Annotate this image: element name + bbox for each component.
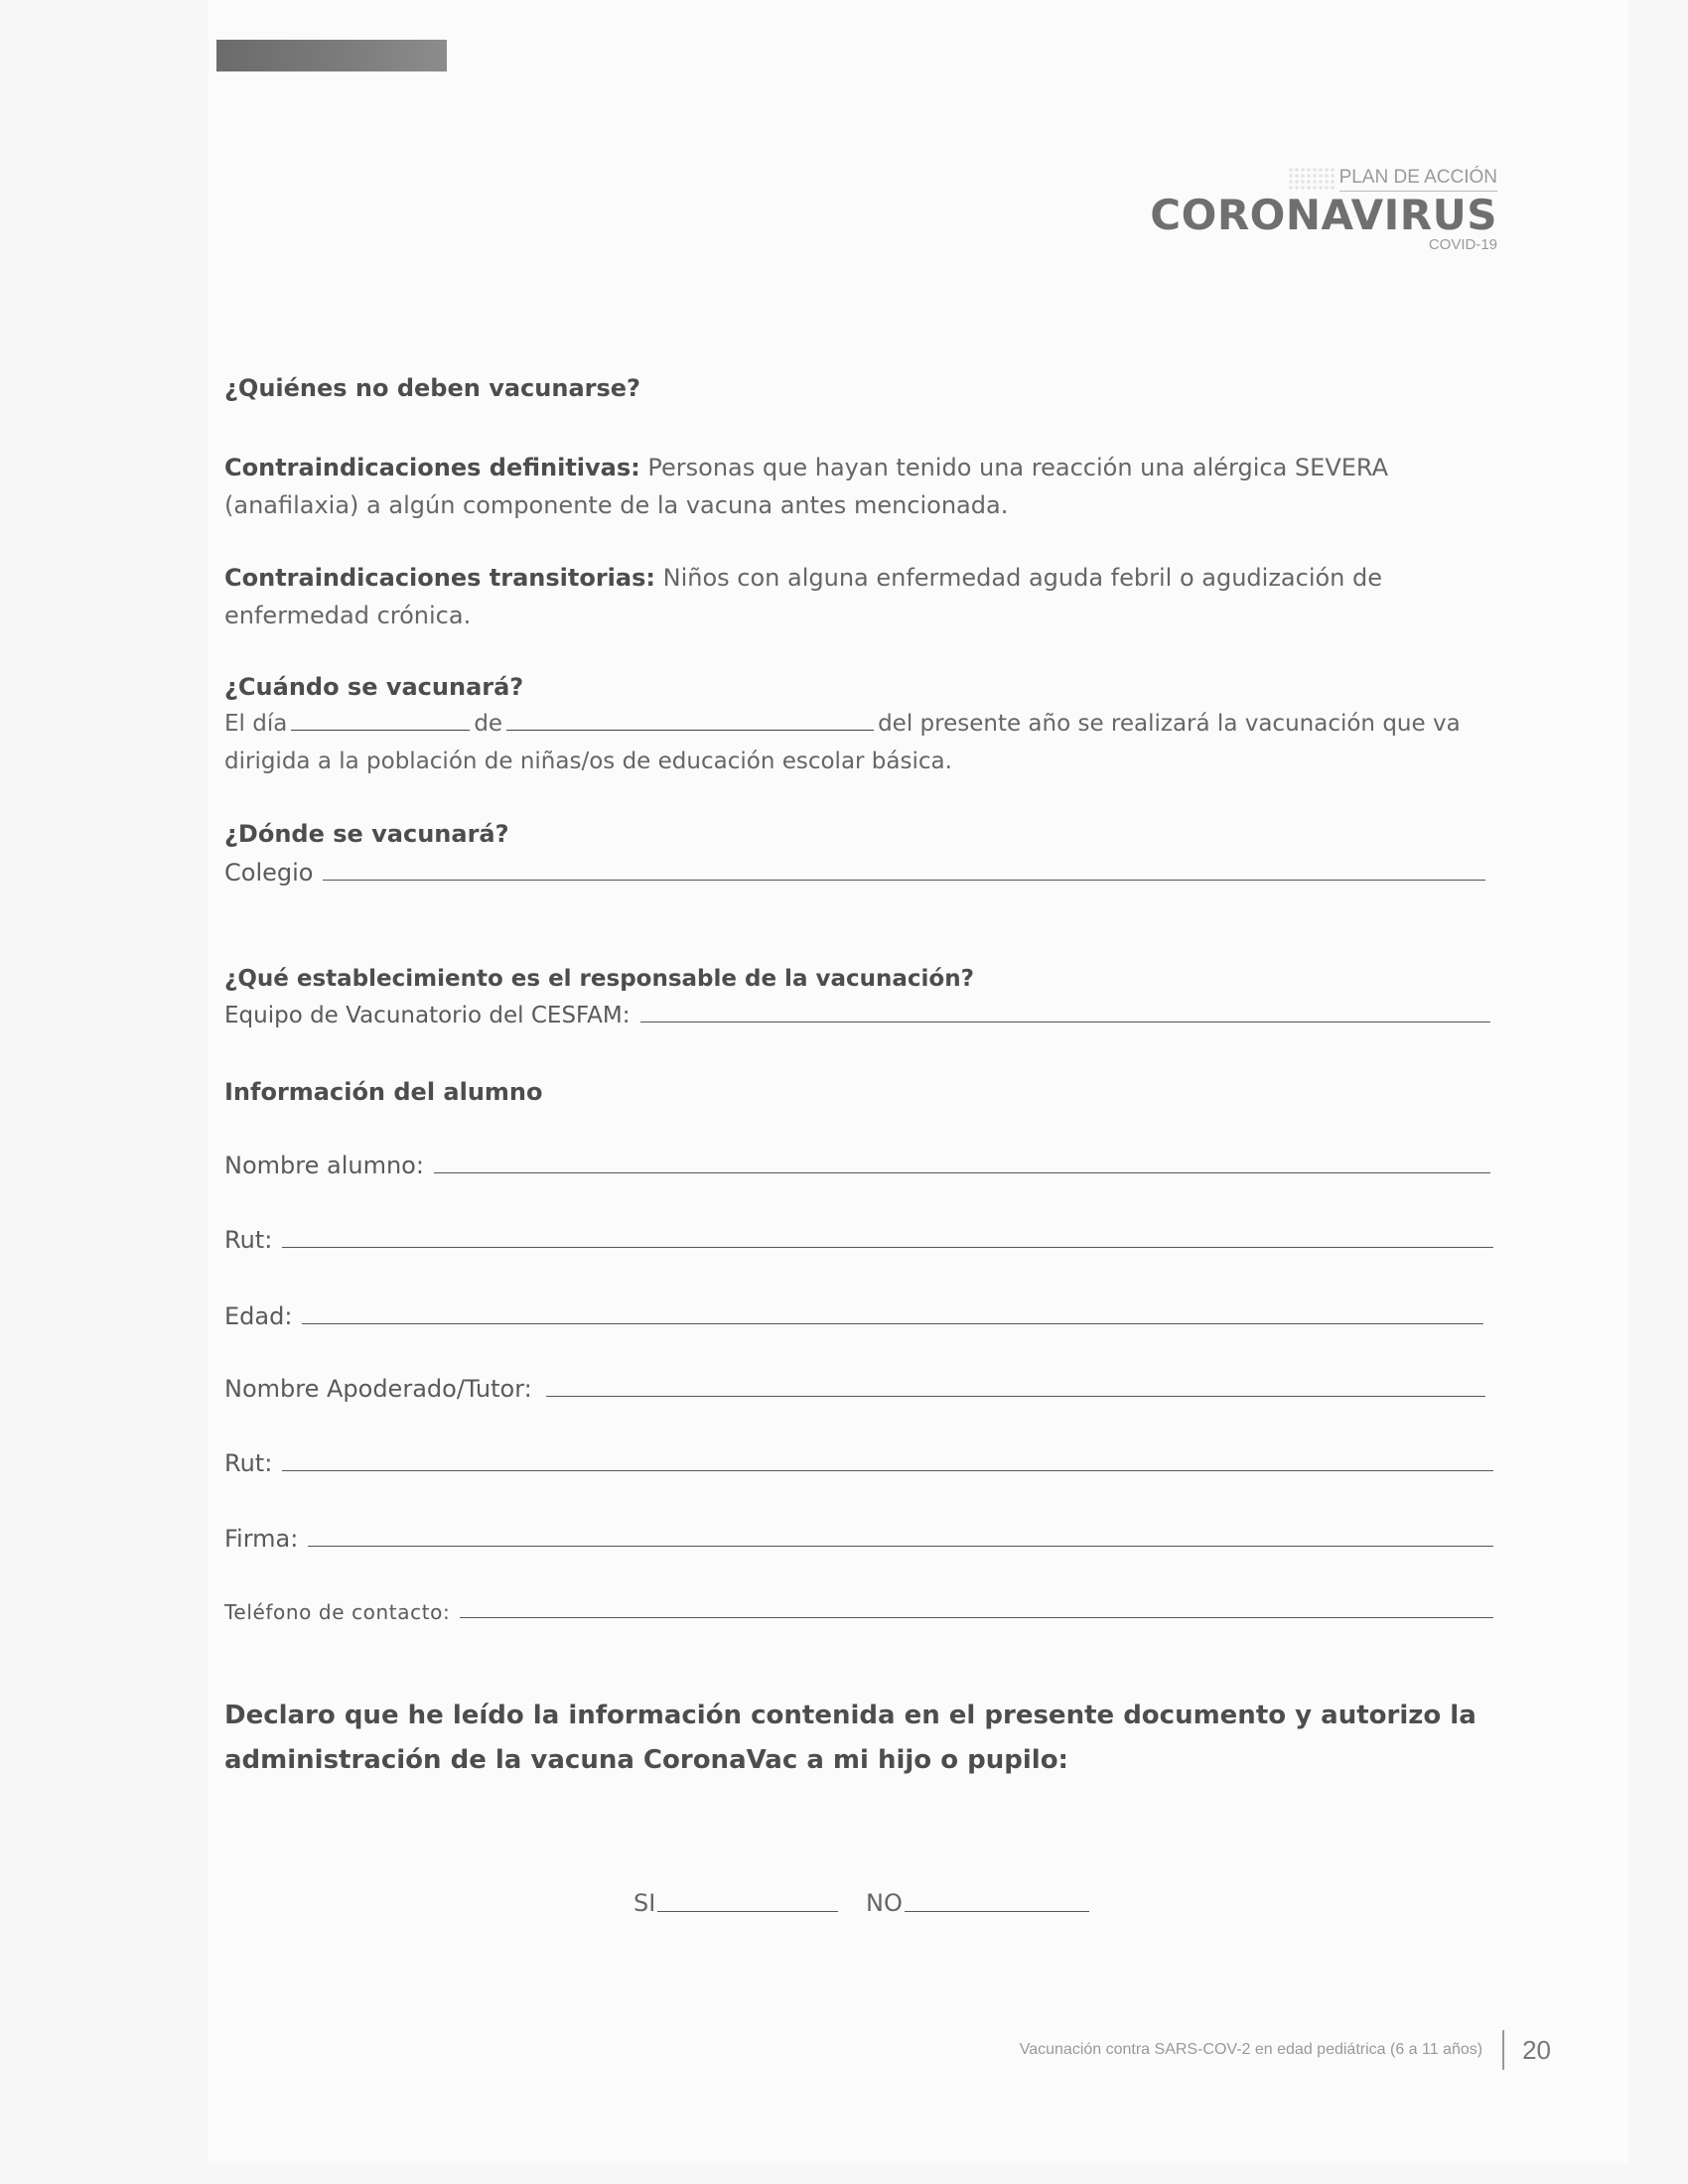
age-line[interactable]: [302, 1323, 1483, 1324]
section-responsible: [224, 966, 1499, 992]
yes-label: SI: [633, 1889, 656, 1917]
guardian-name-field[interactable]: [224, 1375, 1485, 1403]
where-heading: ¿Dónde se vacunará?: [224, 820, 509, 848]
phone-line[interactable]: [460, 1617, 1493, 1618]
when-text: [224, 705, 1505, 780]
declaration-text: Declaro que he leído la información contenida en el presente documento y autorizo la administración de la vacuna CoronaVac a mi hijo o pupilo:: [224, 1701, 1477, 1775]
student-rut-label: Rut:: [224, 1226, 273, 1254]
no-line[interactable]: [905, 1911, 1089, 1912]
student-name-label: Nombre alumno:: [224, 1152, 424, 1179]
student-heading: Información del alumno: [224, 1078, 543, 1106]
cesfam-line[interactable]: [640, 1022, 1491, 1023]
page-footer: [1020, 2030, 1551, 2070]
guardian-rut-label: Rut:: [224, 1449, 273, 1477]
transitory-label: Contraindicaciones transitorias:: [224, 564, 655, 592]
cesfam-label: Equipo de Vacunatorio del CESFAM:: [224, 1003, 631, 1028]
phone-field[interactable]: [224, 1600, 1493, 1624]
cesfam-field[interactable]: [224, 1003, 1490, 1028]
yes-line[interactable]: [657, 1911, 838, 1912]
school-field[interactable]: [224, 859, 1485, 887]
school-line[interactable]: [323, 880, 1485, 881]
when-day-label: El día: [224, 711, 288, 737]
guardian-rut-field[interactable]: [224, 1449, 1493, 1477]
transitory-text: Niños con alguna enfermedad aguda febril o agudización de enfermedad crónica.: [224, 564, 1383, 629]
responsible-heading: ¿Qué establecimiento es el responsable de la vacunación?: [224, 966, 974, 992]
section-who: [224, 374, 1499, 402]
transitory-contraindications: [224, 559, 1505, 634]
student-rut-line[interactable]: [282, 1247, 1493, 1248]
coronavirus-logo: [1150, 167, 1497, 253]
when-month-label: de: [474, 711, 503, 737]
signature-label: Firma:: [224, 1525, 299, 1553]
definitive-label: Contraindicaciones definitivas:: [224, 454, 640, 481]
student-name-line[interactable]: [434, 1172, 1490, 1173]
when-heading: ¿Cuándo se vacunará?: [224, 673, 524, 701]
month-blank[interactable]: [506, 708, 874, 731]
logo-plan-label: PLAN DE ACCIÓN: [1338, 167, 1497, 188]
student-name-field[interactable]: [224, 1152, 1490, 1179]
logo-brand: CORONAVIRUS: [1150, 191, 1497, 239]
definitive-contraindications: [224, 449, 1446, 524]
who-heading: ¿Quiénes no deben vacunarse?: [224, 374, 640, 402]
phone-label: Teléfono de contacto:: [224, 1600, 451, 1624]
section-student: [224, 1078, 1499, 1106]
signature-line[interactable]: [308, 1546, 1493, 1547]
no-label: NO: [866, 1889, 903, 1917]
when-rest-text: del presente año se realizará la vacunación que va dirigida a la población de niñas/os de educación escolar básica.: [224, 711, 1461, 774]
footer-text: Vacunación contra SARS-COV-2 en edad pediátrica (6 a 11 años): [1019, 2041, 1483, 2058]
guardian-name-line[interactable]: [546, 1396, 1485, 1397]
guardian-rut-line[interactable]: [282, 1470, 1493, 1471]
footer-separator: [1502, 2030, 1504, 2070]
yes-option[interactable]: [633, 1889, 838, 1917]
section-when: [224, 673, 1499, 701]
logo-plan-text: [1339, 167, 1497, 192]
guardian-name-label: Nombre Apoderado/Tutor:: [224, 1375, 532, 1403]
page-number: 20: [1522, 2034, 1551, 2065]
redaction-bar: [216, 40, 447, 71]
age-field[interactable]: [224, 1302, 1483, 1330]
logo-dots-icon: [1288, 167, 1336, 191]
day-blank[interactable]: [291, 708, 470, 731]
signature-field[interactable]: [224, 1525, 1493, 1553]
logo-sub: COVID-19: [1428, 236, 1497, 253]
section-where: [224, 820, 1499, 848]
age-label: Edad:: [224, 1302, 293, 1330]
definitive-text: Personas que hayan tenido una reacción una alérgica SEVERA (anafilaxia) a algún componente de la vacuna antes mencionada.: [224, 454, 1389, 519]
no-option[interactable]: [866, 1889, 1089, 1917]
school-label: Colegio: [224, 859, 314, 887]
student-rut-field[interactable]: [224, 1226, 1493, 1254]
